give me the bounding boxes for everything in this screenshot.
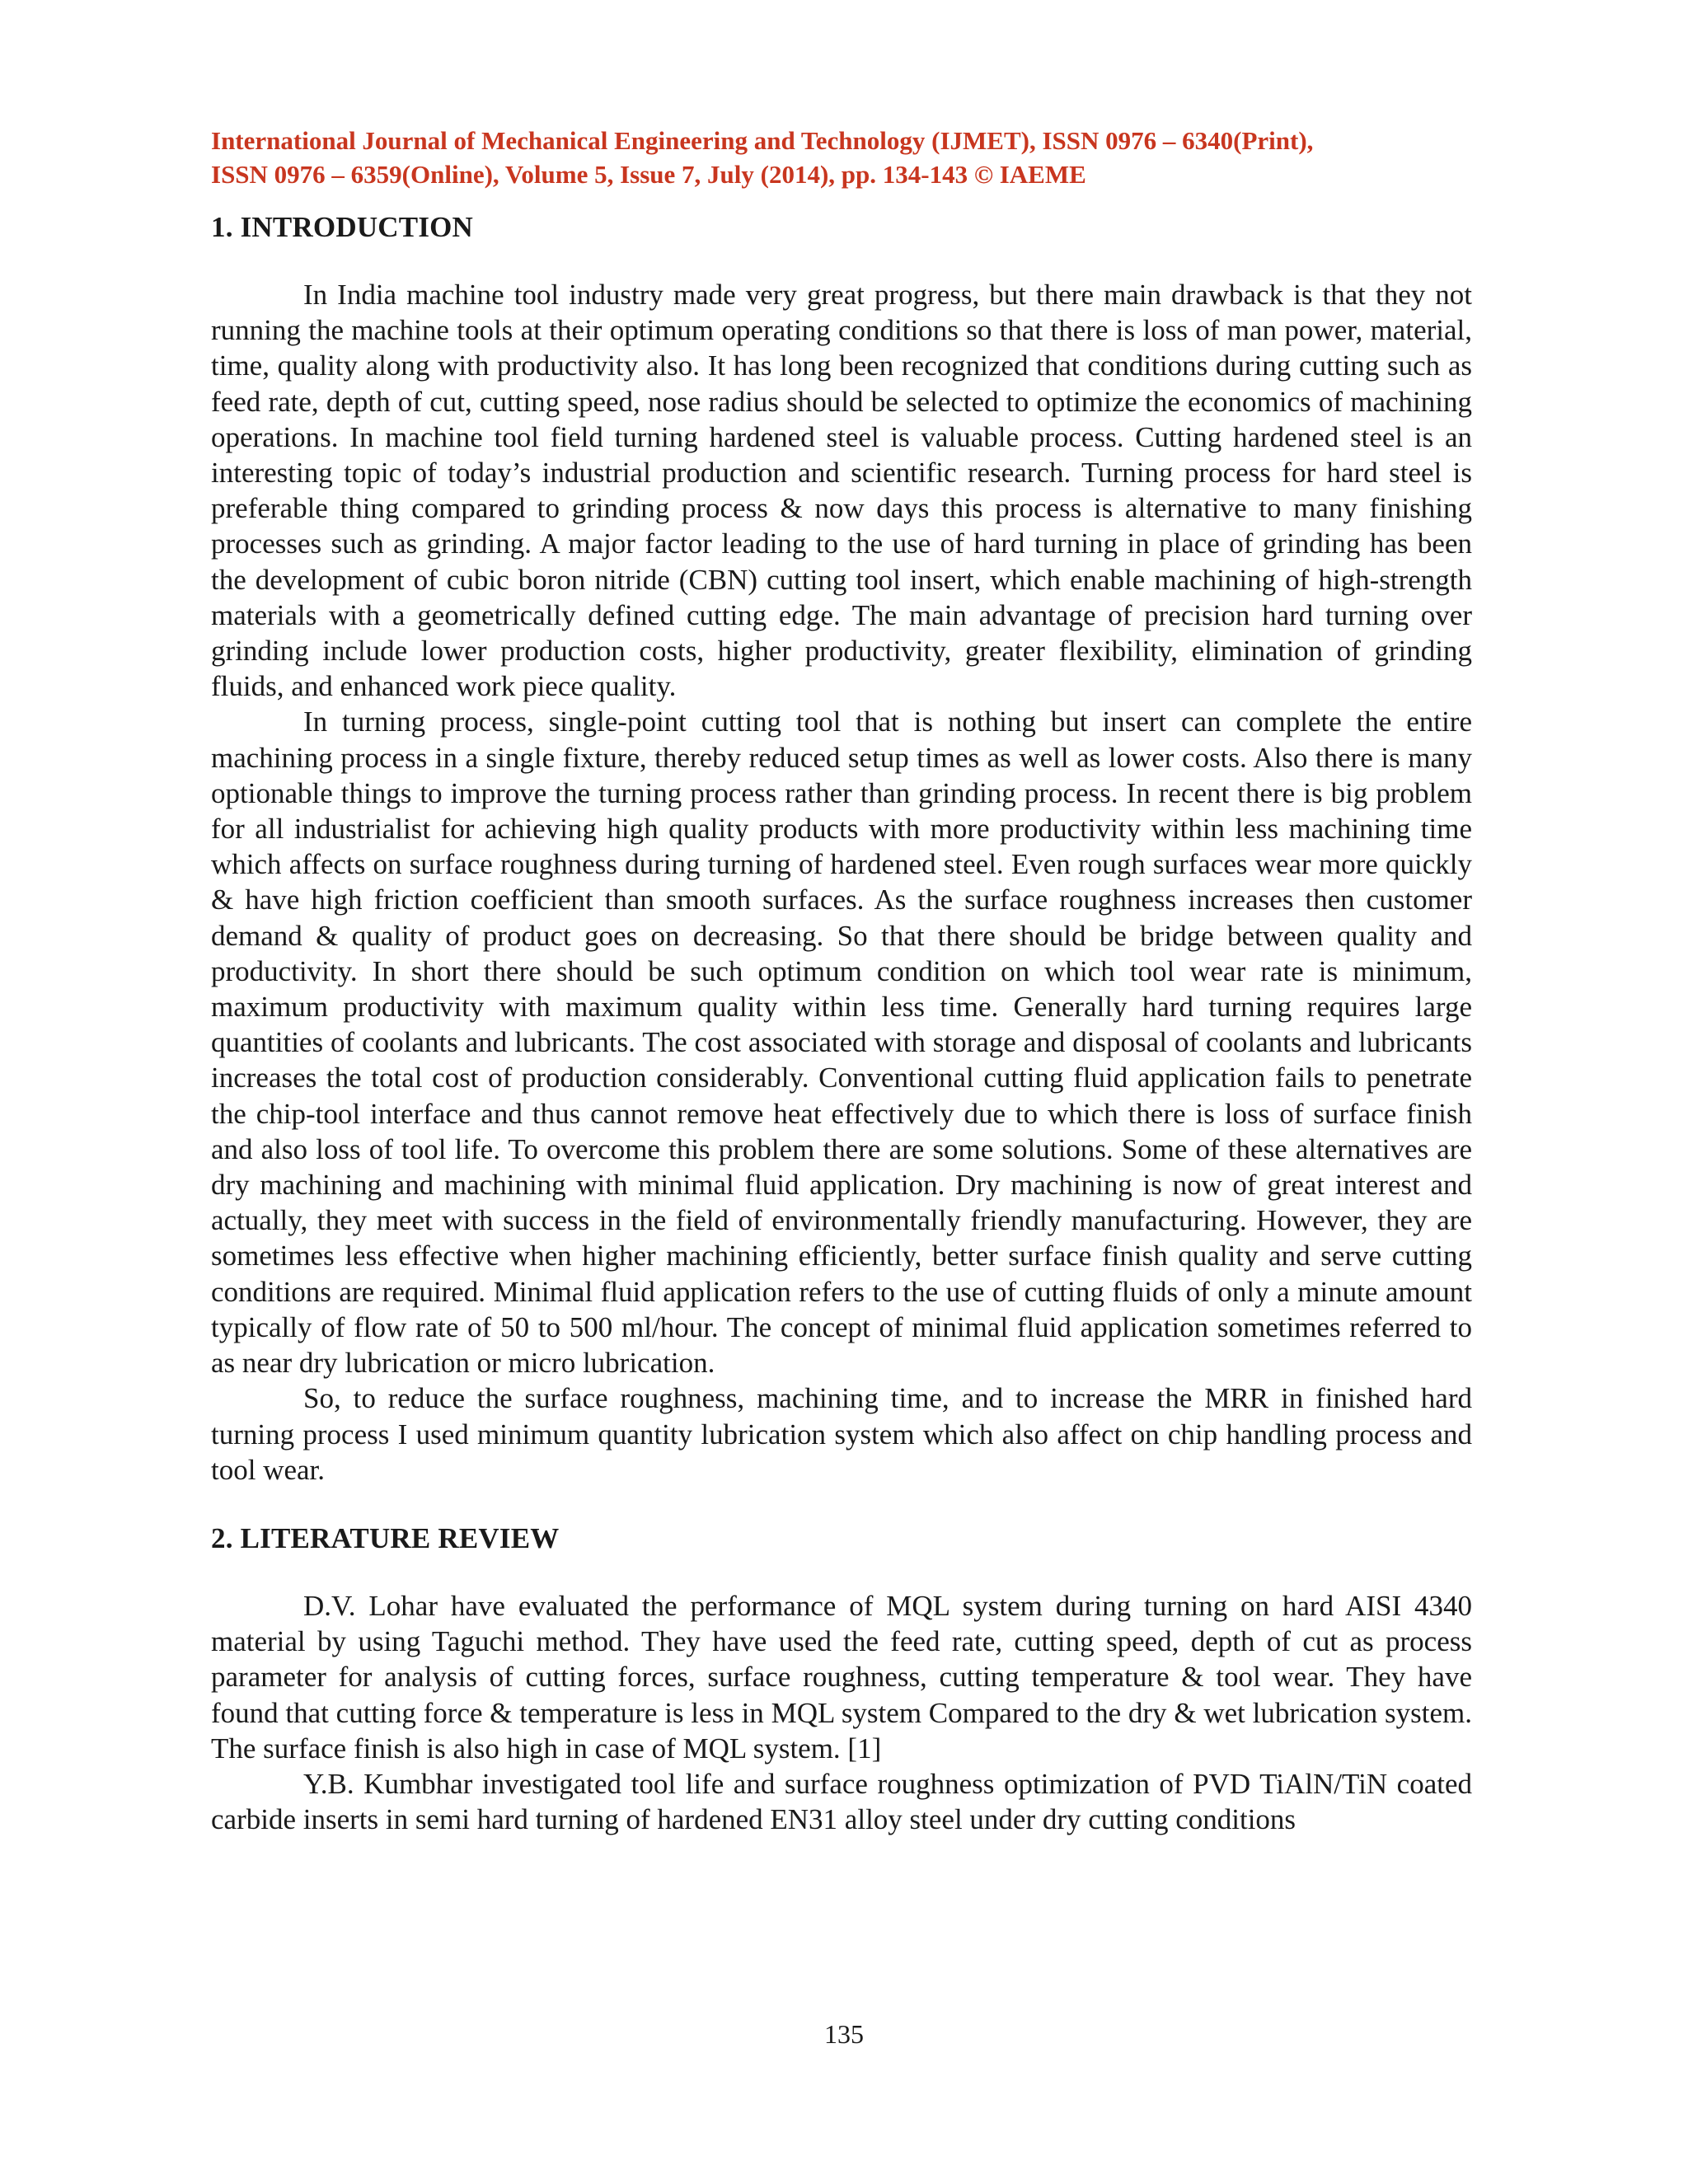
introduction-paragraph-2: In turning process, single-point cutting tool that is nothing but insert can complete the entire machining process in a single fixture, thereby reduced setup times as well as lower costs. Also there is many optionable things to improve the turning process rather than grinding process. In recent there is big problem for all industrialist for achieving high quality products with more productivity within less machining time which affects on surface roughness during turning of hardened steel. Even rough surfaces wear more quickly & have high friction coefficient than smooth surfaces. As the surface roughness increases then customer demand & quality of product goes on decreasing. So that there should be bridge between quality and productivity. In short there should be such optimum condition on which tool wear rate is minimum, maximum productivity with maximum quality within less time. Generally hard turning requires large quantities of coolants and lubricants. The cost associated with storage and disposal of coolants and lubricants increases the total cost of production considerably. Conventional cutting fluid application fails to penetrate the chip-tool interface and thus cannot remove heat effectively due to which there is loss of surface finish and also loss of tool life. To overcome this problem there are some solutions. Some of these alternatives are dry machining and machining with minimal fluid application. Dry machining is now of great interest and actually, they meet with success in the field of environmentally friendly manufacturing. However, they are sometimes less effective when higher machining efficiently, better surface finish quality and serve cutting conditions are required. Minimal fluid application refers to the use of cutting fluids of only a minute amount typically of flow rate of 50 to 500 ml/hour. The concept of minimal fluid application sometimes referred to as near dry lubrication or micro lubrication. [211, 705, 1472, 1380]
journal-header-line-1: International Journal of Mechanical Engineering and Technology (IJMET), ISSN 0976 – 6340(Print), [211, 126, 1314, 155]
introduction-paragraph-1: In India machine tool industry made very great progress, but there main drawback is that they not running the machine tools at their optimum operating conditions so that there is loss of man power, material, time, quality along with productivity also. It has long been recognized that conditions during cutting such as feed rate, depth of cut, cutting speed, nose radius should be selected to optimize the economics of machining operations. In machine tool field turning hardened steel is valuable process. Cutting hardened steel is an interesting topic of today’s industrial production and scientific research. Turning process for hard steel is preferable thing compared to grinding process & now days this process is alternative to many finishing processes such as grinding. A major factor leading to the use of hard turning in place of grinding has been the development of cubic boron nitride (CBN) cutting tool insert, which enable machining of high-strength materials with a geometrically defined cutting edge. The main advantage of precision hard turning over grinding include lower production costs, higher productivity, greater flexibility, elimination of grinding fluids, and enhanced work piece quality. [211, 279, 1472, 703]
document-page [211, 124, 1472, 1837]
literature-review-body [211, 1588, 1472, 1837]
section-heading-introduction: 1. INTRODUCTION [211, 211, 474, 243]
literature-paragraph-1: D.V. Lohar have evaluated the performance of MQL system during turning on hard AISI 4340 material by using Taguchi method. They have used the feed rate, cutting speed, depth of cut as process parameter for analysis of cutting forces, surface roughness, cutting temperature & tool wear. They have found that cutting force & temperature is less in MQL system Compared to the dry & wet lubrication system. The surface finish is also high in case of MQL system. [1] [211, 1589, 1472, 1765]
introduction-paragraph-3: So, to reduce the surface roughness, machining time, and to increase the MRR in finished hard turning process I used minimum quantity lubrication system which also affect on chip handling process and tool wear. [211, 1382, 1472, 1486]
introduction-body [211, 277, 1472, 1488]
page-number: 135 [824, 2019, 864, 2049]
section-heading-literature-review: 2. LITERATURE REVIEW [211, 1521, 560, 1554]
journal-header [211, 124, 1472, 191]
literature-paragraph-2: Y.B. Kumbhar investigated tool life and surface roughness optimization of PVD TiAlN/TiN coated carbide inserts in semi hard turning of hardened EN31 alloy steel under dry cutting conditions [211, 1767, 1472, 1836]
journal-header-line-2: ISSN 0976 – 6359(Online), Volume 5, Issue 7, July (2014), pp. 134-143 © IAEME [211, 160, 1086, 189]
